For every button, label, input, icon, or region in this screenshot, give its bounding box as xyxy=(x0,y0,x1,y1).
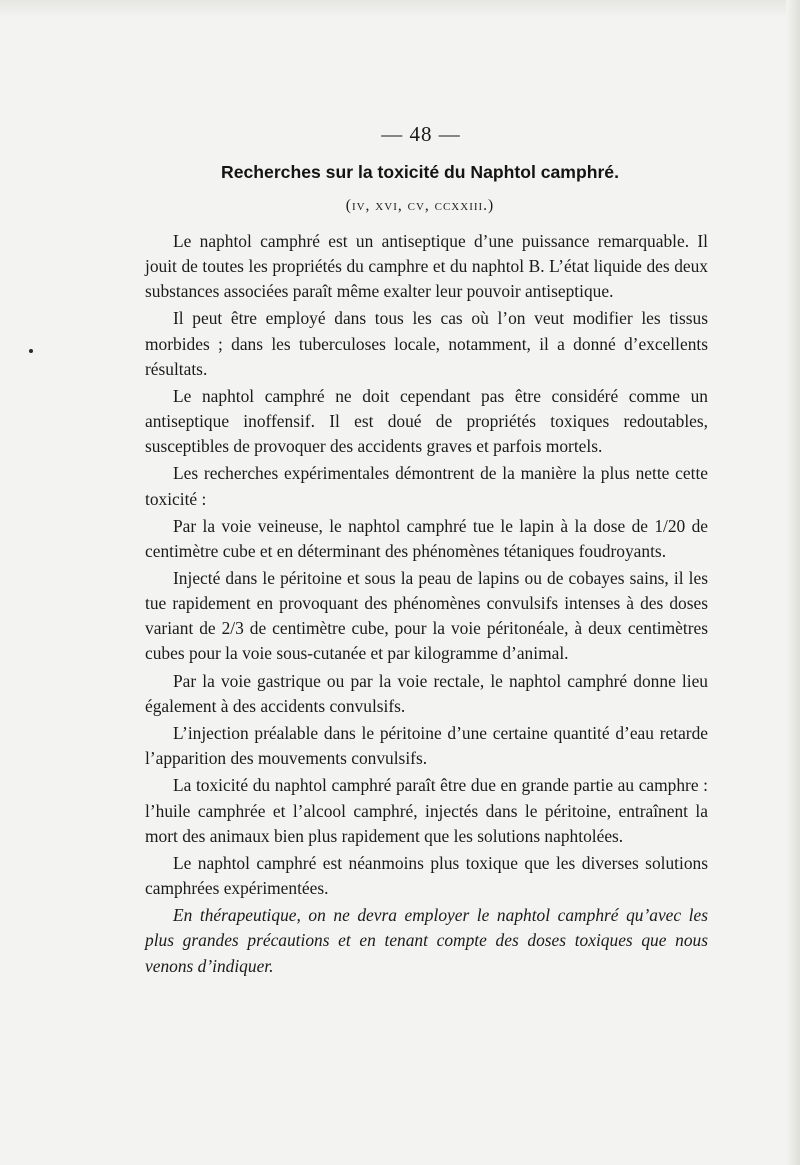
paragraph: Il peut être employé dans tous les cas où l’on veut modifier les tissus morbides ; dans les tuberculoses locale, notamment, il a donné d’excellents résultats. xyxy=(145,308,708,379)
page-right-shadow xyxy=(786,0,800,1165)
paragraph: Injecté dans le péritoine et sous la peau de lapins ou de cobayes sains, il les tue rapidement en provoquant des phénomènes convulsifs intenses à des doses variant de 2/3 de centimètre cube, pour la voie péritonéale, à deux centimètres cubes pour la voie sous-cutanée et par kilogramme d’animal. xyxy=(145,568,708,664)
margin-mark xyxy=(29,349,33,353)
paragraph: Le naphtol camphré est néanmoins plus toxique que les diverses solutions camphrées expérimentées. xyxy=(145,852,708,899)
paragraph: Les recherches expérimentales démontrent de la manière la plus nette cette toxicité : xyxy=(145,463,708,509)
page-top-shadow xyxy=(0,0,800,18)
paragraph: L’injection préalable dans le péritoine d’une certaine quantité d’eau retarde l’apparition des mouvements convulsifs. xyxy=(145,723,708,769)
paragraph: Par la voie gastrique ou par la voie rectale, le naphtol camphré donne lieu également à des accidents convulsifs. xyxy=(145,670,708,716)
paragraph: Le naphtol camphré ne doit cependant pas être considéré comme un antiseptique inoffensif. Il est doué de propriétés toxiques redoutables, susceptibles de provoquer des accidents graves et parfois mortels. xyxy=(145,385,708,457)
page-title: Recherches sur la toxicité du Naphtol camphré. xyxy=(221,162,619,182)
conclusion-paragraph: En thérapeutique, on ne devra employer le naphtol camphré qu’avec les plus grandes précautions et en tenant compte des doses toxiques que nous venons d’indiquer. xyxy=(145,905,708,976)
page-number: — 48 — xyxy=(381,122,461,146)
paragraph: Le naphtol camphré est un antiseptique d’une puissance remarquable. Il jouit de toutes les propriétés du camphre et du naphtol B. L’état liquide des deux substances associées paraît même exalter leur pouvoir antiseptique. xyxy=(145,231,708,302)
paragraph: Par la voie veineuse, le naphtol camphré tue le lapin à la dose de 1/20 de centimètre cube et en déterminant des phénomènes tétaniques foudroyants. xyxy=(145,515,708,561)
bibliographic-references: (iv, xvi, cv, ccxxiii.) xyxy=(345,197,495,214)
paragraph: La toxicité du naphtol camphré paraît être due en grande partie au camphre : l’huile camphrée et l’alcool camphré, injectés dans le péritoine, entraînent la mort des animaux bien plus rapidement que les solutions naphtolées. xyxy=(145,775,708,846)
body-text xyxy=(145,229,708,981)
